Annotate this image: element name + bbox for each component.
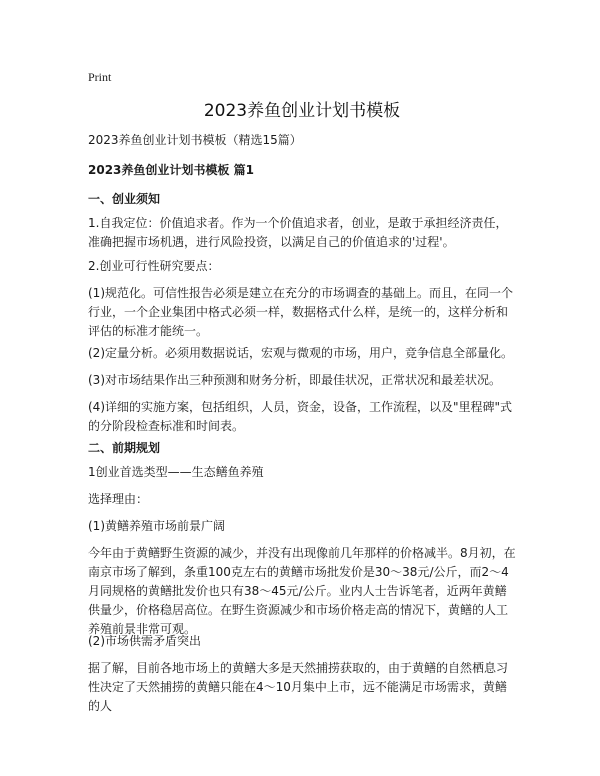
paragraph: (1)黄鳝养殖市场前景广阔 [88,519,225,533]
paragraph: 今年由于黄鳝野生资源的减少，并没有出现像前几年那样的价格减半。8月初，在南京市场了解到，条重100克左右的黄鳝市场批发价是30～38元/公斤，而2～4月同规格的黄鳝批发价也只有38～45元/公斤。业内人士告诉笔者，近两年黄鳝供量少，价格稳居高位。在野生资源减少和市场价格走高的情况下，黄鳝的人工养殖前景非常可观。 [88,546,516,636]
heading-startup-notes: 一、创业须知 [88,192,161,206]
document-subtitle: 2023养鱼创业计划书模板（精选15篇） [88,133,302,147]
paragraph: 1.自我定位：价值追求者。作为一个价值追求者，创业，是敢于承担经济责任，准确把握市场机遇，进行风险投资，以满足自己的价值追求的'过程'。 [88,216,508,249]
heading-early-planning: 二、前期规划 [88,441,161,455]
paragraph: (2)市场供需矛盾突出 [88,634,201,648]
paragraph: 据了解，目前各地市场上的黄鳝大多是天然捕捞获取的，由于黄鳝的自然栖息习性决定了天然捕捞的黄鳝只能在4～10月集中上市，远不能满足市场需求，黄鳝的人 [88,661,509,713]
paragraph: 1创业首选类型——生态鳝鱼养殖 [88,465,264,479]
paragraph: 2.创业可行性研究要点： [88,259,220,273]
paragraph: (3)对市场结果作出三种预测和财务分析，即最佳状况，正常状况和最差状况。 [88,373,502,387]
paragraph: (1)规范化。可信性报告必须是建立在充分的市场调查的基础上。而且，在同一个行业，一个企业集团中格式必须一样，数据格式什么样，是统一的，这样分析和评估的标准才能统一。 [88,286,514,338]
print-label[interactable]: Print [88,70,112,84]
paragraph: 选择理由： [88,492,149,506]
section-title: 2023养鱼创业计划书模板 篇1 [88,163,254,177]
paragraph: (4)详细的实施方案，包括组织，人员，资金，设备，工作流程，以及"里程碑"式的分阶段检查标准和时间表。 [88,400,513,433]
paragraph: (2)定量分析。必须用数据说话，宏观与微观的市场，用户，竞争信息全部量化。 [88,346,514,360]
document-title: 2023养鱼创业计划书模板 [203,101,401,121]
